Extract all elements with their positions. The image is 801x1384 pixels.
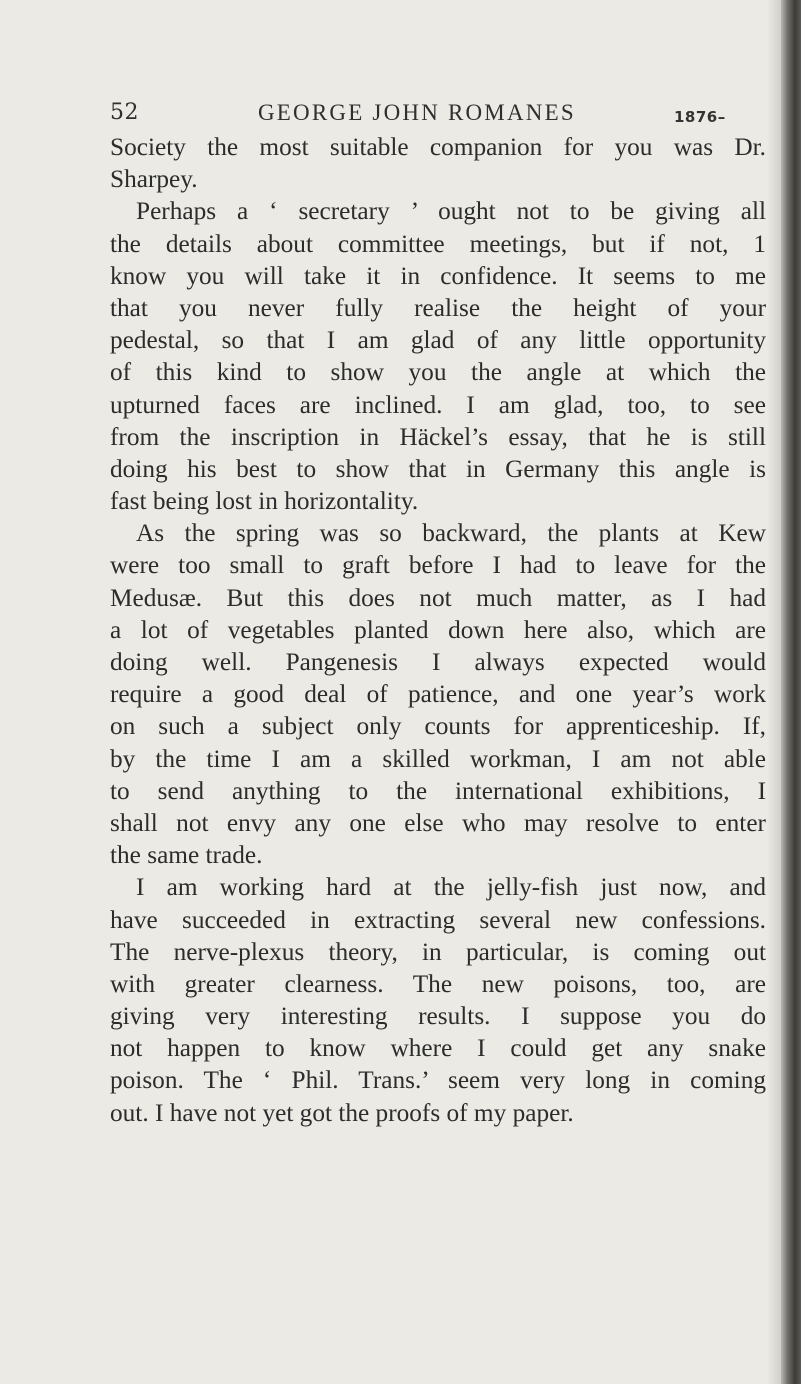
text-line: require a good deal of patience, and one year’s work: [110, 680, 766, 709]
text-line: doing well. Pangenesis I always expected would: [110, 648, 766, 676]
text-line: of this kind to show you the angle at which the: [110, 358, 766, 387]
binding-edge: [781, 0, 801, 1384]
text-line: Society the most suitable companion for you was Dr.: [110, 133, 766, 161]
text-line: As the spring was so backward, the plants at Kew: [136, 519, 766, 548]
text-line: were too small to graft before I had to leave for the: [110, 551, 766, 580]
running-head-title: GEORGE JOHN ROMANES: [258, 100, 576, 125]
text-line: Perhaps a ‘ secretary ’ ought not to be giving all: [136, 197, 766, 226]
text-line: Sharpey.: [110, 165, 198, 194]
text-line: shall not envy any one else who may resolve to enter: [110, 808, 766, 837]
text-line: giving very interesting results. I suppose you do: [110, 1002, 766, 1031]
text-line: the same trade.: [110, 841, 263, 870]
text-line: poison. The ‘ Phil. Trans.’ seem very long in coming: [110, 1066, 766, 1095]
paragraph: [110, 517, 766, 871]
paragraph: [110, 871, 766, 1129]
paragraph: [110, 195, 766, 517]
text-line: fast being lost in horizontality.: [110, 487, 419, 516]
paragraph: [110, 131, 766, 195]
text-line: that you never fully realise the height of your: [110, 293, 766, 322]
page-number: 52: [110, 100, 139, 125]
body-text: [110, 131, 766, 1129]
text-line: Medusæ. But this does not much matter, as I had: [110, 583, 766, 612]
text-line: out. I have not yet got the proofs of my paper.: [110, 1098, 574, 1127]
text-line: from the inscription in Häckel’s essay, that he is still: [110, 422, 766, 451]
text-line: with greater clearness. The new poisons, too, are: [110, 969, 766, 998]
binding-shadow: [767, 0, 781, 1384]
text-line: doing his best to show that in Germany this angle is: [110, 454, 766, 483]
text-line: on such a subject only counts for apprenticeship. If,: [110, 712, 766, 741]
text-line: The nerve-plexus theory, in particular, is coming out: [110, 937, 766, 966]
text-line: know you will take it in confidence. It seems to me: [110, 261, 766, 290]
text-line: by the time I am a skilled workman, I am not able: [110, 744, 766, 773]
text-line: pedestal, so that I am glad of any little opportunity: [110, 326, 766, 355]
text-line: a lot of vegetables planted down here also, which are: [110, 615, 766, 644]
text-line: upturned faces are inclined. I am glad, too, to see: [110, 390, 766, 419]
text-line: the details about committee meetings, but if not, 1: [110, 229, 766, 258]
text-line: to send anything to the international exhibitions, I: [110, 776, 766, 805]
running-head-year: 1876–: [674, 108, 726, 126]
running-head: [110, 94, 770, 134]
text-line: not happen to know where I could get any snake: [110, 1034, 766, 1063]
text-line: I am working hard at the jelly-fish just now, and: [136, 873, 766, 902]
text-line: have succeeded in extracting several new confessions.: [110, 905, 766, 934]
